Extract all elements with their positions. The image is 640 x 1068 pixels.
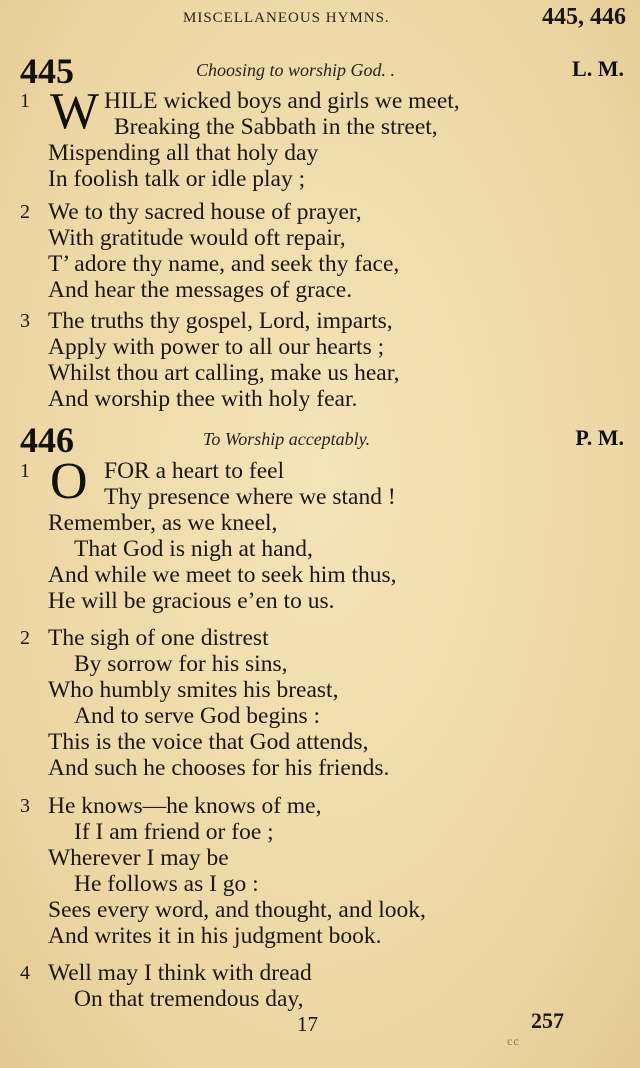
stanza-line: T’ adore thy name, and seek thy face,: [48, 251, 400, 277]
stanza-line: Breaking the Sabbath in the street,: [114, 114, 438, 140]
stanza-line: And such he chooses for his friends.: [48, 755, 390, 781]
stanza-line: Mispending all that holy day: [48, 140, 319, 166]
stanza-line: By sorrow for his sins,: [74, 651, 288, 677]
running-hymn-numbers: 445, 446: [542, 4, 626, 30]
stanza-line: This is the voice that God attends,: [48, 729, 369, 755]
stanza-line: If I am friend or foe ;: [74, 819, 274, 845]
stanza-line: Well may I think with dread: [48, 960, 312, 986]
verse-number: 2: [20, 627, 30, 649]
running-title: MISCELLANEOUS HYMNS.: [183, 10, 390, 26]
verse-number: 1: [20, 460, 30, 482]
stanza-line: The truths thy gospel, Lord, imparts,: [48, 308, 393, 334]
drop-cap: W: [50, 83, 100, 140]
hymn-number: 445: [20, 51, 74, 91]
verse-number: 3: [20, 795, 30, 817]
stanza-line: And writes it in his judgment book.: [48, 923, 382, 949]
stanza-line: Thy presence where we stand !: [104, 484, 396, 510]
stanza-line: He knows—he knows of me,: [48, 793, 322, 819]
stanza-line: HILE wicked boys and girls we meet,: [104, 88, 460, 114]
running-header: [0, 4, 640, 38]
stanza-line: Who humbly smites his breast,: [48, 677, 339, 703]
stanza-line: He follows as I go :: [74, 871, 259, 897]
hymn-meter: P. M.: [575, 425, 624, 450]
drop-cap: O: [50, 453, 88, 510]
stanza-line: With gratitude would oft repair,: [48, 225, 346, 251]
hymn-title: To Worship acceptably.: [203, 429, 371, 449]
stanza-line: In foolish talk or idle play ;: [48, 166, 306, 192]
stanza-line: Whilst thou art calling, make us hear,: [48, 360, 400, 386]
verse-number: 4: [20, 962, 30, 984]
stanza-line: Apply with power to all our hearts ;: [48, 334, 385, 360]
page-number: 257: [531, 1008, 564, 1033]
hymn-number: 446: [20, 420, 74, 460]
verse-number: 3: [20, 310, 30, 332]
hymn-title: Choosing to worship God. .: [196, 60, 396, 80]
stanza-line: And to serve God begins :: [74, 703, 321, 729]
stanza-line: He will be gracious e’en to us.: [48, 588, 335, 614]
stanza-line: The sigh of one distrest: [48, 625, 269, 651]
verse-number: 1: [20, 90, 30, 112]
stanza-line: Remember, as we kneel,: [48, 510, 278, 536]
stanza-line: Sees every word, and thought, and look,: [48, 897, 426, 923]
printer-mark: cc: [507, 1034, 520, 1048]
stanza-line: Wherever I may be: [48, 845, 229, 871]
stanza-line: On that tremendous day,: [74, 986, 304, 1012]
stanza-line: And while we meet to seek him thus,: [48, 562, 397, 588]
signature-mark: 17: [297, 1012, 318, 1036]
stanza-line: And hear the messages of grace.: [48, 277, 353, 303]
hymn-meter: L. M.: [572, 56, 624, 81]
stanza-line: And worship thee with holy fear.: [48, 386, 358, 412]
verse-number: 2: [20, 201, 30, 223]
stanza-line: That God is nigh at hand,: [74, 536, 313, 562]
hymn-446-heading: [0, 420, 640, 465]
stanza-line: FOR a heart to feel: [104, 458, 285, 484]
stanza-line: We to thy sacred house of prayer,: [48, 199, 362, 225]
